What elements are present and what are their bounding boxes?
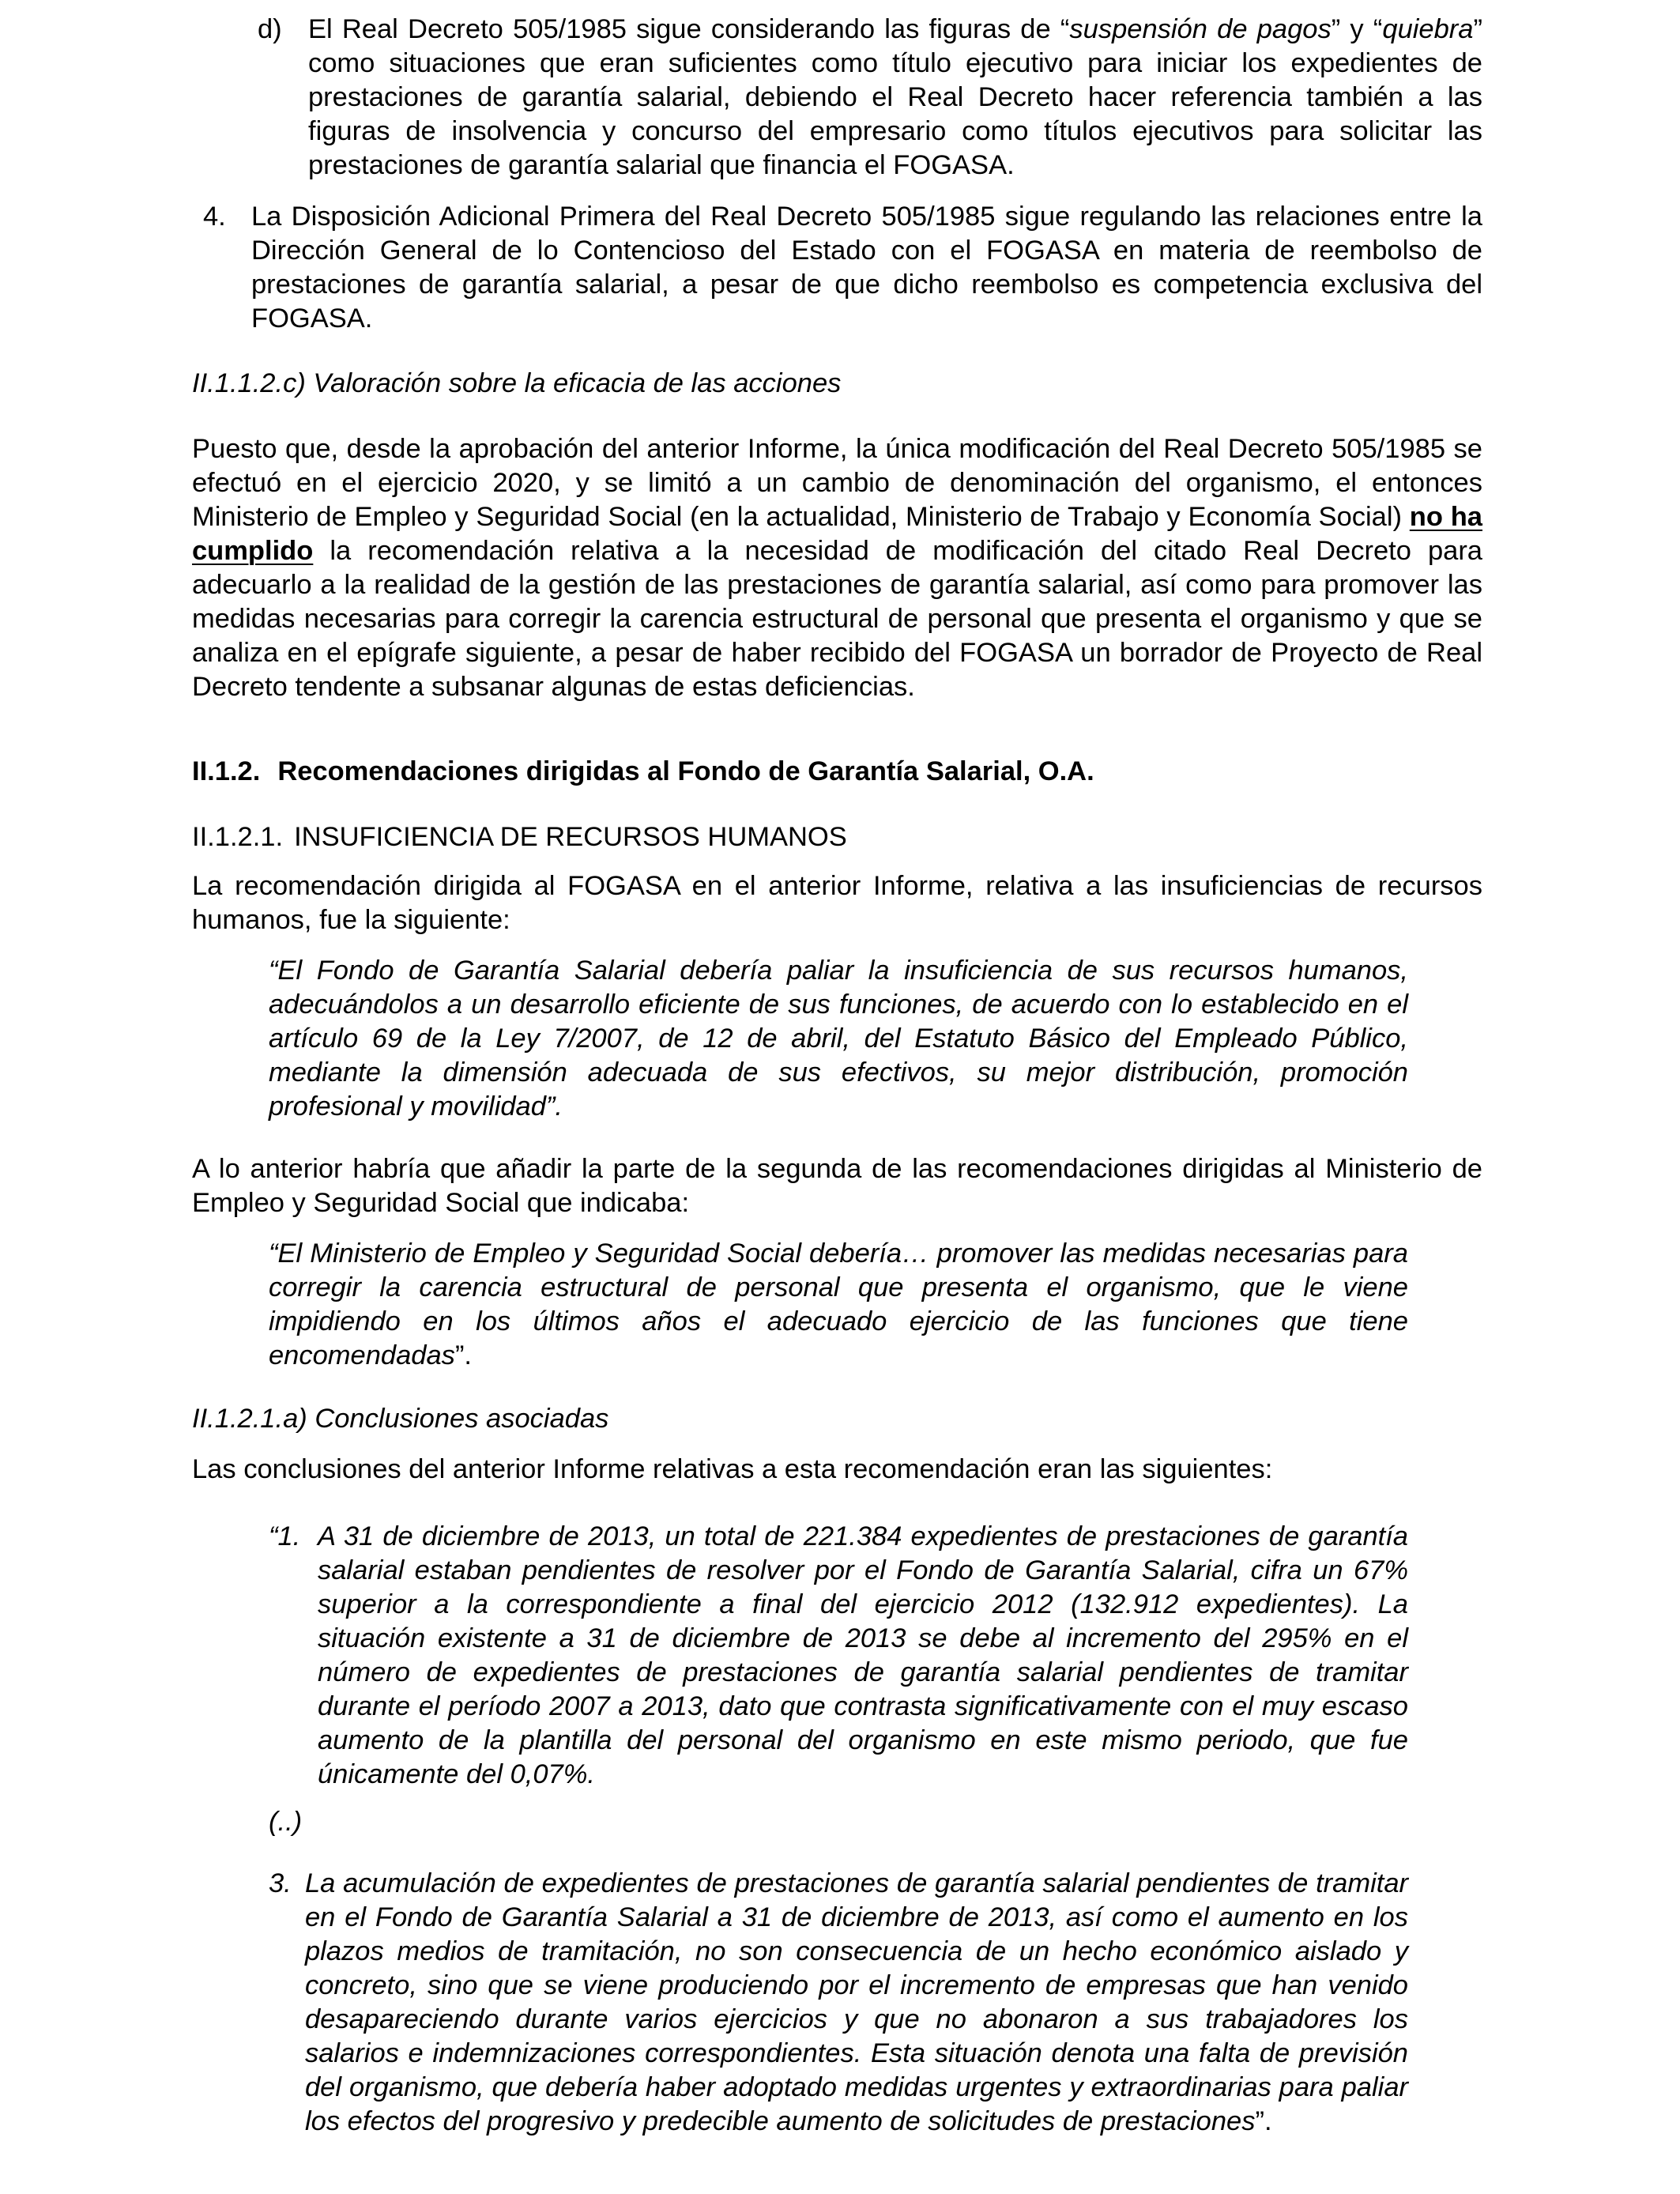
list-marker-4: 4. (203, 202, 226, 232)
ellipsis: (..) (269, 1807, 303, 1837)
no-ha-cumplido-emphasis: no ha cumplido (192, 502, 1482, 566)
section-heading-recomendaciones: II.1.2. Recomendaciones dirigidas al Fondo de Garantía Salarial, O.A. (192, 756, 1094, 786)
list-item-d-text: El Real Decreto 505/1985 sigue considerando las figuras de “suspensión de pagos” y “quiebra” como situaciones que eran suficientes como título ejecutivo para iniciar los expedientes de prestaciones de garantía salarial, debiendo el Real Decreto hacer referencia también a las figuras de insolvencia y concurso del empresario como títulos ejecutivos para solicitar las prestaciones de garantía salarial que financia el FOGASA. (308, 14, 1482, 180)
conclusion-marker-1: “1. (269, 1521, 301, 1551)
quote-ministerio: “El Ministerio de Empleo y Seguridad Social debería… promover las medidas necesarias para corregir la carencia estructural de personal que presenta el organismo, que le viene impidiendo en los últimos años el adecuado ejercicio de las funciones que tiene encomendadas”. (269, 1238, 1408, 1370)
section-heading-insuficiencia: II.1.2.1. INSUFICIENCIA DE RECURSOS HUMANOS (192, 822, 847, 852)
paragraph-puesto-que: Puesto que, desde la aprobación del anterior Informe, la única modificación del Real Decreto 505/1985 se efectuó en el ejercicio 2020, y se limitó a un cambio de denominación del organismo, el entonces Ministerio de Empleo y Seguridad Social (en la actualidad, Ministerio de Trabajo y Economía Social) no ha cumplido la recomendación relativa a la necesidad de modificación del citado Real Decreto para adecuarlo a la realidad de la gestión de las prestaciones de garantía salarial, así como para promover las medidas necesarias para corregir la carencia estructural de personal que presenta el organismo y que se analiza en el epígrafe siguiente, a pesar de haber recibido del FOGASA un borrador de Proyecto de Real Decreto tendente a subsanar algunas de estas deficiencias. (192, 434, 1482, 702)
quote-fondo: “El Fondo de Garantía Salarial debería paliar la insuficiencia de sus recursos humanos, adecuándolos a un desarrollo eficiente de sus funciones, de acuerdo con lo establecido en el artículo 69 de la Ley 7/2007, de 12 de abril, del Estatuto Básico del Empleado Público, mediante la dimensión adecuada de sus efectivos, su mejor distribución, promoción profesional y movilidad”. (269, 956, 1408, 1122)
section-heading-conclusiones: II.1.2.1.a) Conclusiones asociadas (192, 1404, 609, 1434)
conclusion-1-text: A 31 de diciembre de 2013, un total de 221.384 expedientes de prestaciones de garantía salarial estaban pendientes de resolver por el Fondo de Garantía Salarial, cifra un 67% superior a la correspondiente a final del ejercicio 2012 (132.912 expedientes). La situación existente a 31 de diciembre de 2013 se debe al incremento del 295% en el número de expedientes de prestaciones de garantía salarial pendientes de tramitar durante el período 2007 a 2013, dato que contrasta significativamente con el muy escaso aumento de la plantilla del personal del organismo en este mismo periodo, que fue únicamente del 0,07%. (318, 1521, 1408, 1789)
list-item-4-text: La Disposición Adicional Primera del Real Decreto 505/1985 sigue regulando las relaciones entre la Dirección General de lo Contencioso del Estado con el FOGASA en materia de reembolso de prestaciones de garantía salarial, a pesar de que dicho reembolso es competencia exclusiva del FOGASA. (251, 202, 1482, 334)
conclusion-3-text: La acumulación de expedientes de prestaciones de garantía salarial pendientes de tramitar en el Fondo de Garantía Salarial a 31 de diciembre de 2013, así como el aumento en los plazos medios de tramitación, no son consecuencia de un hecho económico aislado y concreto, sino que se viene produciendo por el incremento de empresas que han venido desapareciendo durante varios ejercicios y que no abonaron a sus trabajadores los salarios e indemnizaciones correspondientes. Esta situación denota una falta de previsión del organismo, que debería haber adoptado medidas urgentes y extraordinarias para paliar los efectos del progresivo y predecible aumento de solicitudes de prestaciones”. (305, 1868, 1408, 2136)
conclusion-marker-3: 3. (269, 1868, 292, 1898)
paragraph-anterior: A lo anterior habría que añadir la parte de la segunda de las recomendaciones dirigidas al Ministerio de Empleo y Seguridad Social que indicaba: (192, 1154, 1482, 1218)
paragraph-conclusiones: Las conclusiones del anterior Informe relativas a esta recomendación eran las siguientes: (192, 1454, 1273, 1484)
section-heading-valoracion: II.1.1.2.c) Valoración sobre la eficacia de las acciones (192, 368, 842, 398)
list-marker-d: d) (258, 14, 282, 44)
paragraph-recomendacion: La recomendación dirigida al FOGASA en el anterior Informe, relativa a las insuficiencias de recursos humanos, fue la siguiente: (192, 871, 1482, 935)
